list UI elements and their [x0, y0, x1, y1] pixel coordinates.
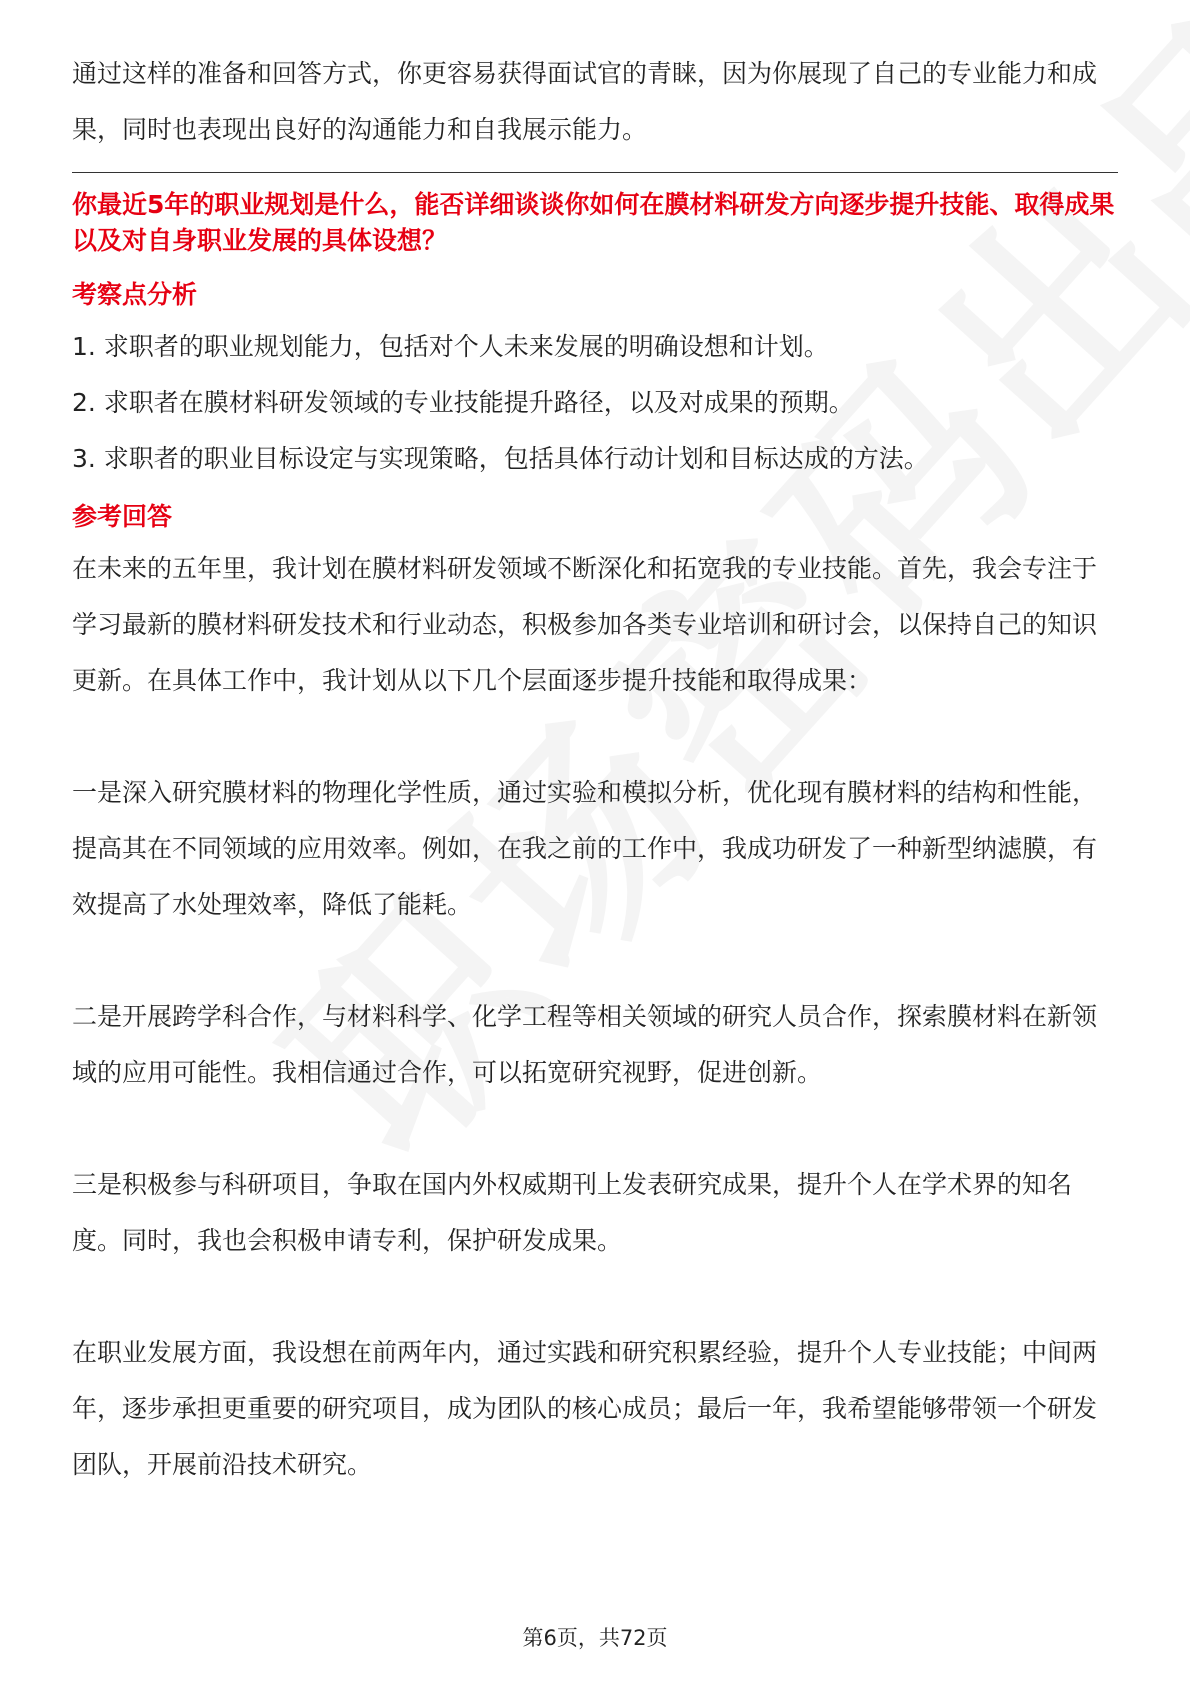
list-item: 3. 求职者的职业目标设定与实现策略，包括具体行动计划和目标达成的方法。 [72, 444, 929, 473]
page-number: 第6页，共72页 [522, 1626, 668, 1650]
page-content [72, 46, 1118, 1493]
answer-paragraph: 三是积极参与科研项目，争取在国内外权威期刊上发表研究成果，提升个人在学术界的知名度。同时，我也会积极申请专利，保护研发成果。 [72, 1170, 1073, 1255]
intro-paragraph: 通过这样的准备和回答方式，你更容易获得面试官的青睐，因为你展现了自己的专业能力和成果，同时也表现出良好的沟通能力和自我展示能力。 [72, 59, 1098, 144]
answer-paragraph: 在未来的五年里，我计划在膜材料研发领域不断深化和拓宽我的专业技能。首先，我会专注于学习最新的膜材料研发技术和行业动态，积极参加各类专业培训和研讨会，以保持自己的知识更新。在具体工作中，我计划从以下几个层面逐步提升技能和取得成果： [72, 554, 1098, 695]
answer-paragraph: 二是开展跨学科合作，与材料科学、化学工程等相关领域的研究人员合作，探索膜材料在新领域的应用可能性。我相信通过合作，可以拓宽研究视野，促进创新。 [72, 1002, 1098, 1087]
list-item: 1. 求职者的职业规划能力，包括对个人未来发展的明确设想和计划。 [72, 332, 829, 361]
answer-body [72, 541, 1118, 1493]
list-item: 2. 求职者在膜材料研发领域的专业技能提升路径，以及对成果的预期。 [72, 388, 854, 417]
analysis-list [72, 319, 1118, 487]
paragraph-spacer [72, 1101, 1118, 1157]
paragraph-spacer [72, 933, 1118, 989]
answer-title: 参考回答 [72, 502, 173, 531]
answer-paragraph: 在职业发展方面，我设想在前两年内，通过实践和研究积累经验，提升个人专业技能；中间两年，逐步承担更重要的研究项目，成为团队的核心成员；最后一年，我希望能够带领一个研发团队，开展前沿技术研究。 [72, 1338, 1098, 1479]
question-heading: 你最近5年的职业规划是什么，能否详细谈谈你如何在膜材料研发方向逐步提升技能、取得成果以及对自身职业发展的具体设想？ [72, 190, 1115, 255]
answer-paragraph: 一是深入研究膜材料的物理化学性质，通过实验和模拟分析，优化现有膜材料的结构和性能，提高其在不同领域的应用效率。例如，在我之前的工作中，我成功研发了一种新型纳滤膜，有效提高了水处理效率，降低了能耗。 [72, 778, 1098, 919]
section-divider [72, 172, 1118, 173]
analysis-title: 考察点分析 [72, 280, 198, 309]
paragraph-spacer [72, 709, 1118, 765]
paragraph-spacer [72, 1269, 1118, 1325]
